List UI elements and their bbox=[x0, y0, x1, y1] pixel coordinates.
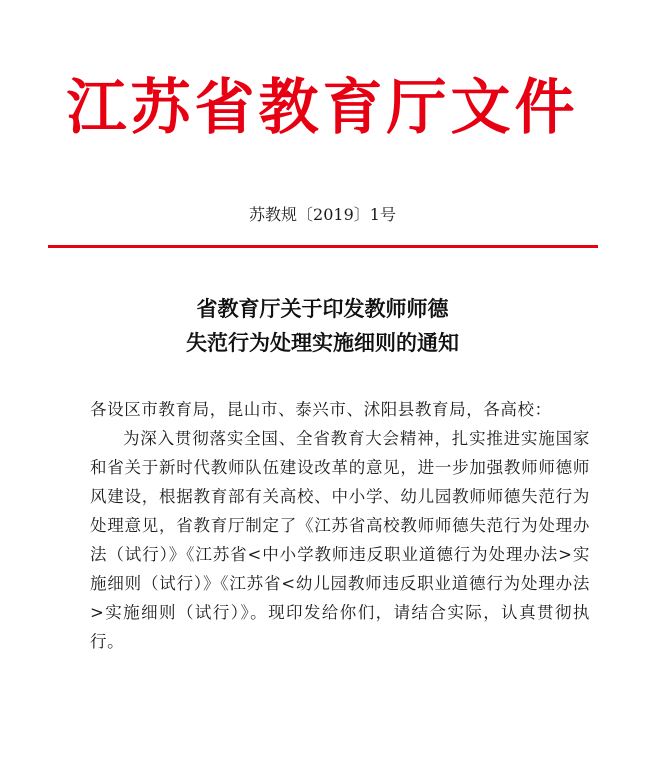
notice-body bbox=[90, 395, 590, 656]
red-divider-line bbox=[48, 245, 598, 248]
body-paragraph: 为深入贯彻落实全国、全省教育大会精神，扎实推进实施国家和省关于新时代教师队伍建设改革的意见，进一步加强教师师德师风建设，根据教育部有关高校、中小学、幼儿园教师师德失范行为处理意见，省教育厅制定了《江苏省高校教师师德失范行为处理办法（试行）》《江苏省<中小学教师违反职业道德行为处理办法>实施细则（试行）》《江苏省<幼儿园教师违反职业道德行为处理办法>实施细则（试行）》。现印发给你们，请结合实际，认真贯彻执行。 bbox=[90, 429, 590, 651]
salutation: 各设区市教育局，昆山市、泰兴市、沭阳县教育局，各高校： bbox=[90, 400, 552, 419]
notice-title bbox=[0, 292, 645, 360]
agency-header-title: 江苏省教育厅文件 bbox=[66, 73, 579, 143]
notice-title-line-2: 失范行为处理实施细则的通知 bbox=[186, 330, 459, 355]
document-number: 苏教规〔2019〕1号 bbox=[249, 205, 396, 224]
notice-title-line-1: 省教育厅关于印发教师师德 bbox=[196, 296, 449, 321]
